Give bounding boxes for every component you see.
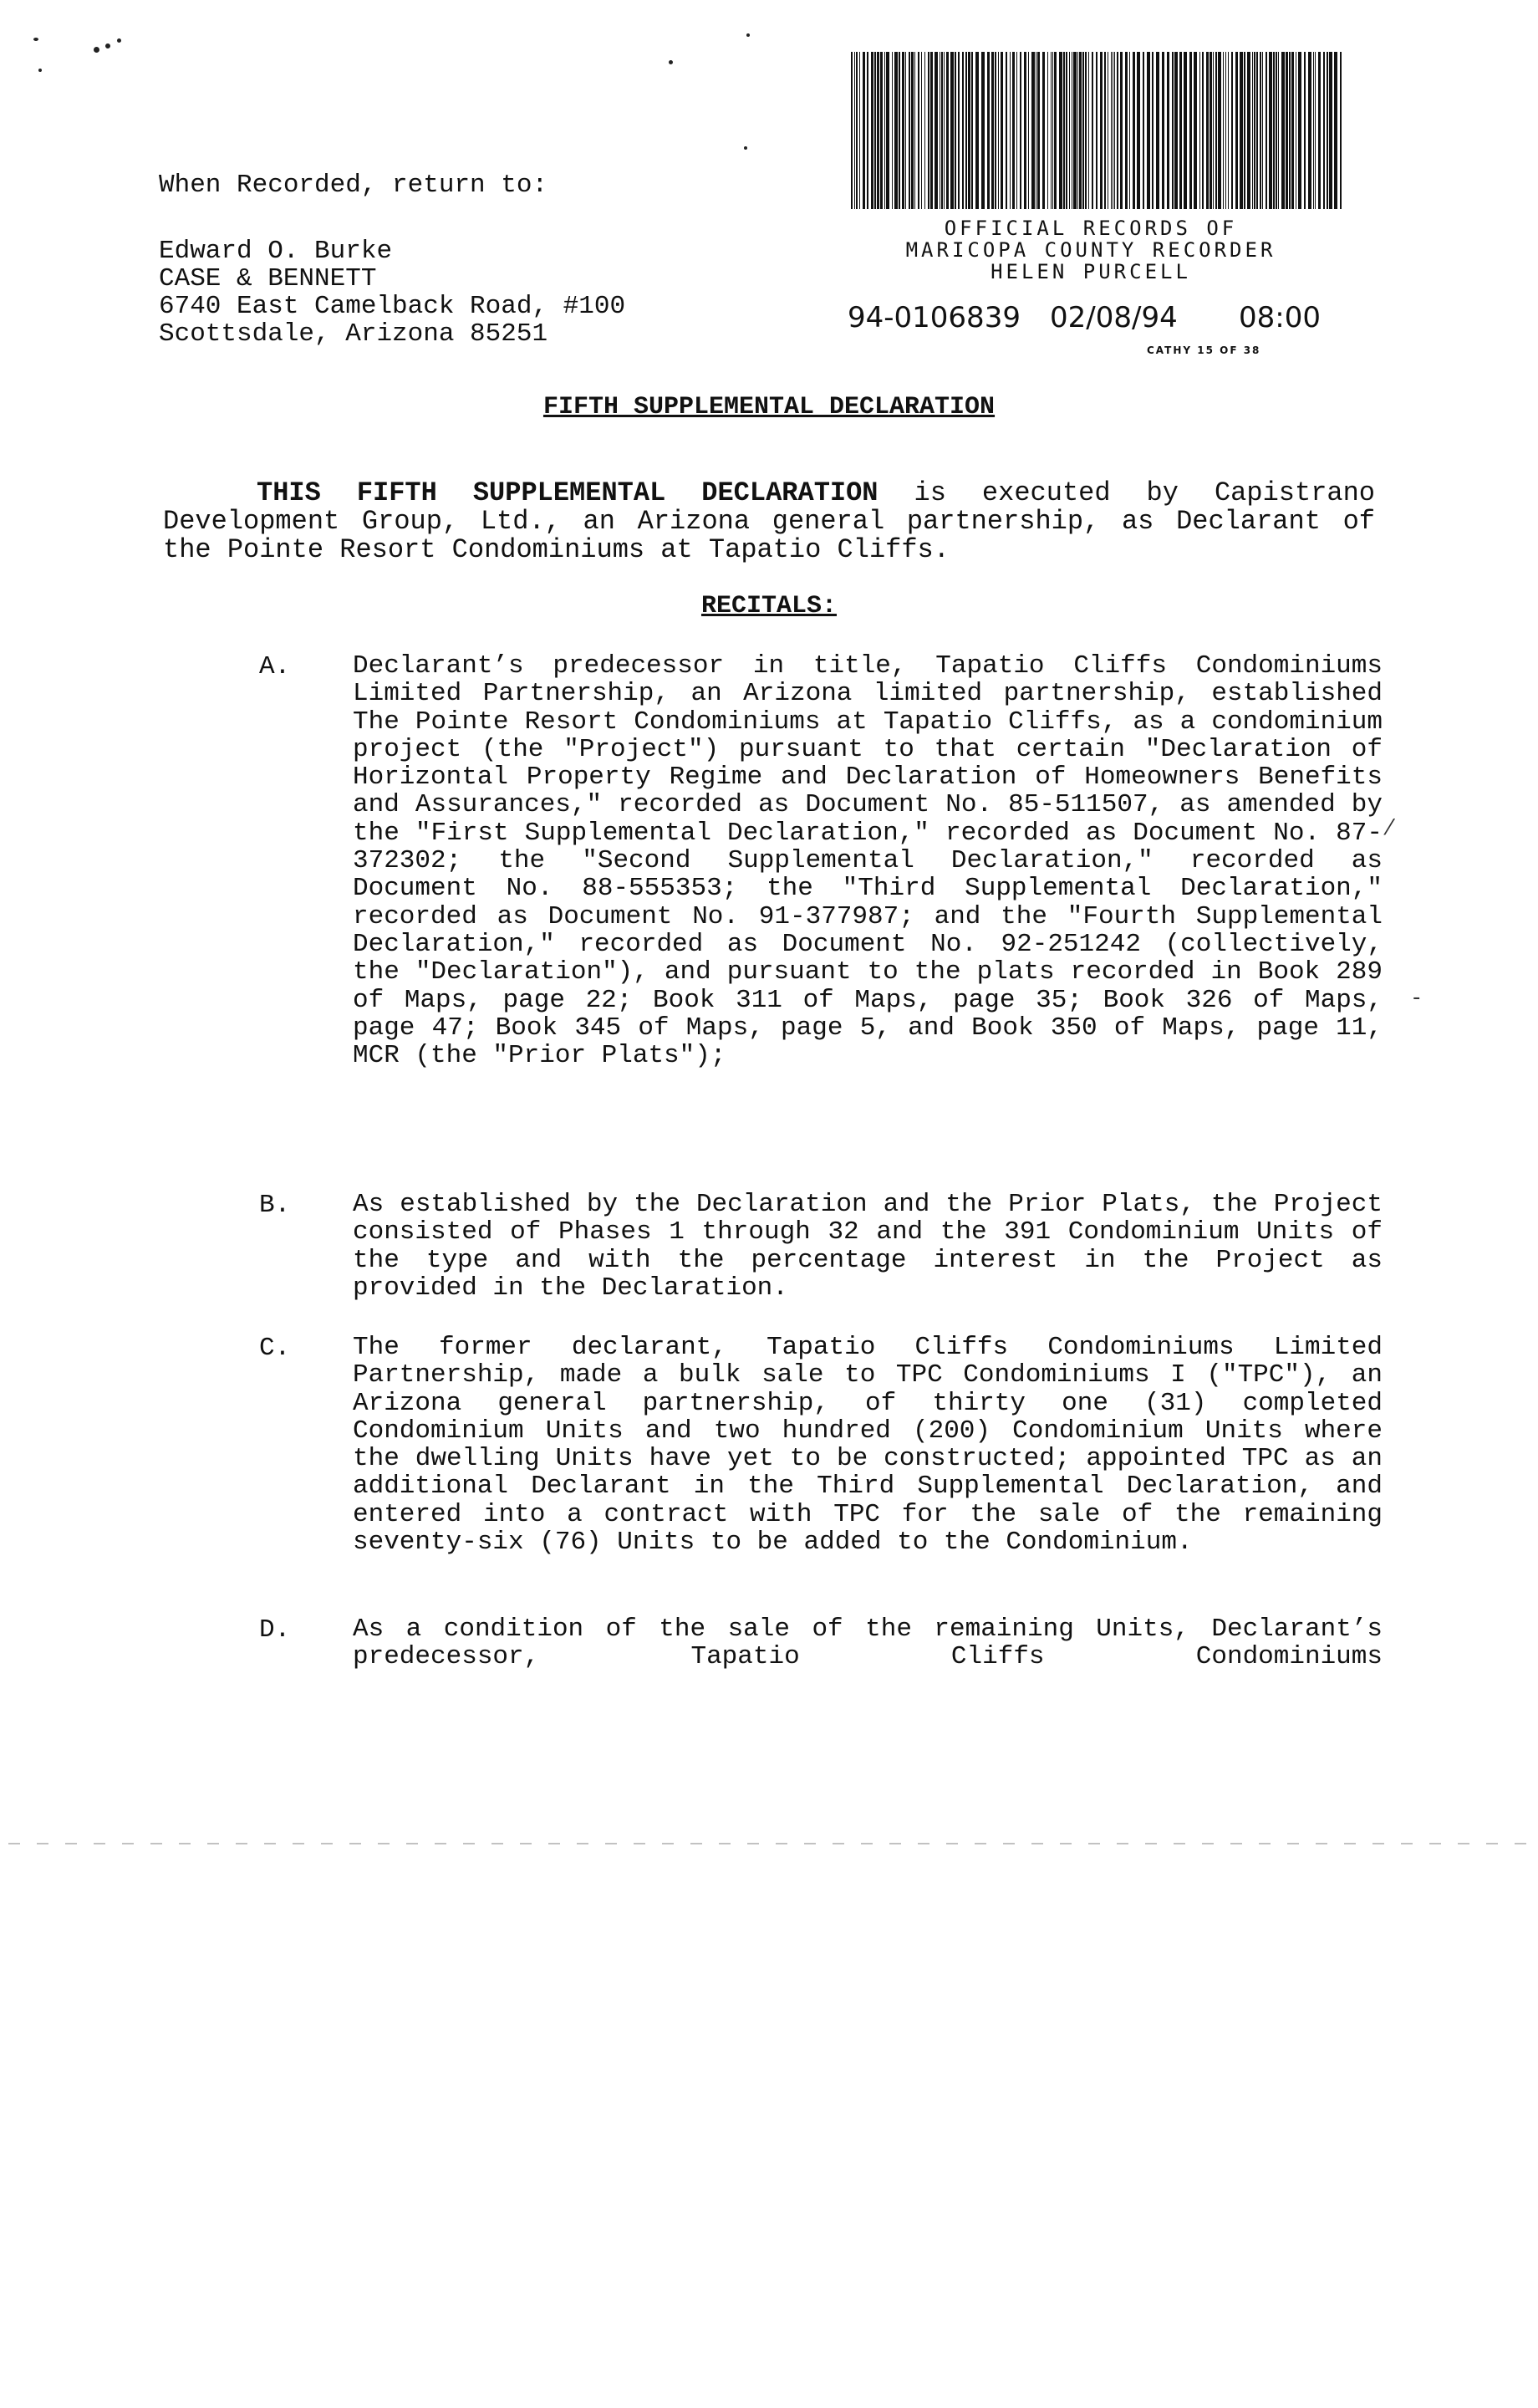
barcode-bar xyxy=(1278,52,1279,209)
return-address-block xyxy=(159,171,625,348)
barcode-bar xyxy=(1266,52,1267,209)
barcode-bar xyxy=(1215,52,1217,209)
barcode-bar xyxy=(863,52,865,209)
recital-c-letter: C. xyxy=(259,1334,291,1363)
barcode-bar xyxy=(1340,52,1342,209)
barcode-bar xyxy=(950,52,954,209)
barcode-bar xyxy=(1085,52,1087,209)
barcode-bar xyxy=(892,52,893,209)
barcode-bar xyxy=(1179,52,1182,209)
barcode-bar xyxy=(1240,52,1243,209)
barcode-bar xyxy=(1194,52,1197,209)
barcode-bar xyxy=(1051,52,1052,209)
barcode-bar xyxy=(1256,52,1258,209)
recital-a-letter: A. xyxy=(259,652,291,681)
barcode-icon xyxy=(851,52,1342,209)
barcode-bar xyxy=(918,52,919,209)
barcode-bar xyxy=(1104,52,1106,209)
barcode-bar xyxy=(1117,52,1118,209)
barcode-bar xyxy=(1225,52,1226,209)
barcode-bar xyxy=(1223,52,1224,209)
barcode-bar xyxy=(886,52,889,209)
barcode-bar xyxy=(1082,52,1084,209)
barcode-bar xyxy=(1073,52,1077,209)
barcode-bar xyxy=(991,52,994,209)
barcode-bar xyxy=(1111,52,1112,209)
barcode-bar xyxy=(1289,52,1291,209)
barcode-bar xyxy=(1269,52,1272,209)
barcode-bar xyxy=(1137,52,1140,209)
barcode-bar xyxy=(1304,52,1306,209)
barcode-bar xyxy=(1092,52,1093,209)
page-count-note: CATHY 15 OF 38 xyxy=(1147,344,1261,356)
barcode-bar xyxy=(902,52,904,209)
recitals-heading: RECITALS: xyxy=(700,592,838,620)
barcode-bar xyxy=(880,52,883,209)
recital-c-text: The former declarant, Tapatio Cliffs Condominiums Limited Partnership, made a bulk sale to TPC Condominiums I ("TPC"), an Arizona general partnership, of thirty one (31) completed Condominium Units and two hundred (200) Condominium Units where the dwelling Units have yet to be constructed; appointed TPC as an additional Declarant in the Third Supplemental Declaration, and entered into a contract with TPC for the sale of the remaining seventy-six (76) Units to be added to the Condominium. xyxy=(353,1333,1383,1558)
barcode-bar xyxy=(1129,52,1130,209)
recording-date: 02/08/94 xyxy=(1050,301,1178,334)
recorder-text xyxy=(836,217,1346,283)
barcode-bar xyxy=(1298,52,1301,209)
barcode-bar xyxy=(1024,52,1026,209)
barcode-bar xyxy=(921,52,922,209)
barcode-bar xyxy=(859,52,860,209)
barcode-bar xyxy=(1323,52,1325,209)
barcode-bar xyxy=(1096,52,1097,209)
barcode-bar xyxy=(944,52,945,209)
barcode-bar xyxy=(909,52,910,209)
barcode-bar xyxy=(1254,52,1255,209)
barcode-bar xyxy=(998,52,999,209)
barcode-bar xyxy=(851,52,853,209)
barcode-bar xyxy=(894,52,898,209)
barcode-bar xyxy=(871,52,873,209)
barcode-bar xyxy=(930,52,933,209)
barcode-bar xyxy=(965,52,967,209)
barcode-bar xyxy=(905,52,906,209)
barcode-bar xyxy=(1231,52,1233,209)
barcode-bar xyxy=(1088,52,1089,209)
barcode-bar xyxy=(995,52,996,209)
barcode-bar xyxy=(1162,52,1164,209)
document-number: 94-0106839 xyxy=(848,301,1021,334)
intro-paragraph xyxy=(163,479,1375,564)
barcode-bar xyxy=(1066,52,1067,209)
barcode-bar xyxy=(1174,52,1178,209)
barcode-bar xyxy=(1012,52,1015,209)
margin-mark: - xyxy=(1413,985,1421,1010)
barcode-bar xyxy=(899,52,900,209)
barcode-bar xyxy=(1156,52,1159,209)
barcode-bar xyxy=(1063,52,1065,209)
barcode-bar xyxy=(1001,52,1003,209)
barcode-bar xyxy=(1054,52,1057,209)
barcode-bar xyxy=(1206,52,1209,209)
barcode-bar xyxy=(1147,52,1150,209)
barcode-bar xyxy=(867,52,868,209)
return-firm: CASE & BENNETT xyxy=(159,264,377,293)
recorder-line-1: OFFICIAL RECORDS OF xyxy=(944,217,1238,240)
barcode-bar xyxy=(1100,52,1103,209)
barcode-bar xyxy=(911,52,914,209)
barcode-bar xyxy=(1213,52,1214,209)
barcode-bar xyxy=(1059,52,1062,209)
barcode-bar xyxy=(1125,52,1128,209)
barcode-bar xyxy=(1028,52,1029,209)
return-street: 6740 East Camelback Road, #100 xyxy=(159,292,626,321)
recorder-line-2: MARICOPA COUNTY RECORDER xyxy=(905,238,1276,262)
barcode-bar xyxy=(1202,52,1204,209)
barcode-bar xyxy=(1120,52,1123,209)
barcode-bar xyxy=(1172,52,1174,209)
barcode-bar xyxy=(874,52,876,209)
barcode-bar xyxy=(1042,52,1045,209)
barcode-bar xyxy=(958,52,960,209)
barcode-bar xyxy=(1077,52,1078,209)
recording-time: 08:00 xyxy=(1239,301,1321,334)
barcode-bar xyxy=(1133,52,1135,209)
barcode-bar xyxy=(1167,52,1169,209)
barcode-bar xyxy=(1327,52,1328,209)
barcode-bar xyxy=(1199,52,1200,209)
barcode-bar xyxy=(1262,52,1263,209)
barcode-bar xyxy=(1252,52,1253,209)
barcode-bar xyxy=(1247,52,1250,209)
margin-mark: ⁄ xyxy=(1388,815,1392,840)
barcode-bar xyxy=(884,52,885,209)
barcode-bar xyxy=(1052,52,1053,209)
barcode-bar xyxy=(1334,52,1337,209)
barcode-bar xyxy=(971,52,973,209)
barcode-bar xyxy=(1281,52,1285,209)
barcode-bar xyxy=(1010,52,1011,209)
barcode-bar xyxy=(1318,52,1321,209)
return-label: When Recorded, return to: xyxy=(159,171,548,200)
barcode-bar xyxy=(1218,52,1221,209)
barcode-bar xyxy=(1006,52,1007,209)
barcode-bar xyxy=(928,52,929,209)
recital-d-letter: D. xyxy=(259,1615,291,1645)
barcode-bar xyxy=(1260,52,1261,209)
barcode-bar xyxy=(1228,52,1229,209)
intro-bold-lead: THIS FIFTH SUPPLEMENTAL DECLARATION xyxy=(257,477,878,508)
intro-text: is executed by Capistrano Development Group, Ltd., an Arizona general partnership, as Declarant of the Pointe Resort Condominiums at Tapatio Cliffs. xyxy=(163,477,1376,565)
document-title: FIFTH SUPPLEMENTAL DECLARATION xyxy=(542,393,996,421)
barcode-bar xyxy=(1329,52,1332,209)
barcode-bar xyxy=(1286,52,1288,209)
barcode-bar xyxy=(1276,52,1277,209)
scan-artifact-line xyxy=(8,1843,1530,1844)
barcode-bar xyxy=(1152,52,1154,209)
barcode-bar xyxy=(1031,52,1035,209)
barcode-bar xyxy=(1184,52,1187,209)
barcode-bar xyxy=(1210,52,1212,209)
recital-a-text: Declarant’s predecessor in title, Tapatio Cliffs Condominiums Limited Partnership, an Arizona limited partnership, established The Pointe Resort Condominiums at Tapatio Cliffs, as a condominium project (the "Project") pursuant to that certain "Declaration of Horizontal Property Regime and Declaration of Homeowners Benefits and Assurances," recorded as Document No. 85-511507, as amended by the "First Supplemental Declaration," recorded as Document No. 87-372302; the "Second Supplemental Declaration," recorded as Document No. 88-555353; the "Third Supplemental Declaration," recorded as Document No. 91-377987; and the "Fourth Supplemental Declaration," recorded as Document No. 92-251242 (collectively, the "Declaration"), and pursuant to the plats recorded in Book 289 of Maps, page 22; Book 311 of Maps, page 35; Book 326 of Maps, page 47; Book 345 of Maps, page 5, and Book 350 of Maps, page 11, MCR (the "Prior Plats"); xyxy=(353,651,1383,1071)
barcode-bar xyxy=(1273,52,1275,209)
barcode-bar xyxy=(1308,52,1311,209)
return-name: Edward O. Burke xyxy=(159,237,393,266)
barcode-bar xyxy=(914,52,915,209)
barcode-bar xyxy=(1313,52,1314,209)
barcode-bar xyxy=(854,52,855,209)
barcode-bar xyxy=(877,52,879,209)
barcode-bar xyxy=(1037,52,1040,209)
barcode-bar xyxy=(975,52,979,209)
barcode-bar xyxy=(1114,52,1115,209)
barcode-bar xyxy=(1069,52,1070,209)
barcode-bar xyxy=(1079,52,1082,209)
barcode-bar xyxy=(955,52,956,209)
barcode-bar xyxy=(1244,52,1245,209)
barcode-bar xyxy=(924,52,925,209)
barcode-bar xyxy=(1235,52,1238,209)
barcode-bar xyxy=(981,52,985,209)
barcode-bar xyxy=(1016,52,1017,209)
recital-b-letter: B. xyxy=(259,1191,291,1220)
barcode-bar xyxy=(946,52,949,209)
barcode-bar xyxy=(962,52,964,209)
barcode-bar xyxy=(856,52,858,209)
recital-b-text: As established by the Declaration and the Prior Plats, the Project consisted of Phases 1 through 32 and the 391 Condominium Units of the type and with the percentage interest in the Project as provided in the Declaration. xyxy=(353,1190,1383,1303)
return-city: Scottsdale, Arizona 85251 xyxy=(159,319,548,349)
barcode-bar xyxy=(987,52,990,209)
recital-d-text: As a condition of the sale of the remaining Units, Declarant’s predecessor, Tapatio Cliffs Condominiums xyxy=(353,1615,1383,1672)
recorder-line-3: HELEN PURCELL xyxy=(991,260,1191,283)
barcode-bar xyxy=(941,52,943,209)
barcode-bar xyxy=(968,52,970,209)
barcode-bar xyxy=(1189,52,1192,209)
barcode-bar xyxy=(1143,52,1144,209)
barcode-bar xyxy=(1047,52,1048,209)
barcode-bar xyxy=(1315,52,1316,209)
barcode-bar xyxy=(935,52,938,209)
barcode-bar xyxy=(1020,52,1021,209)
barcode-bar xyxy=(1291,52,1294,209)
